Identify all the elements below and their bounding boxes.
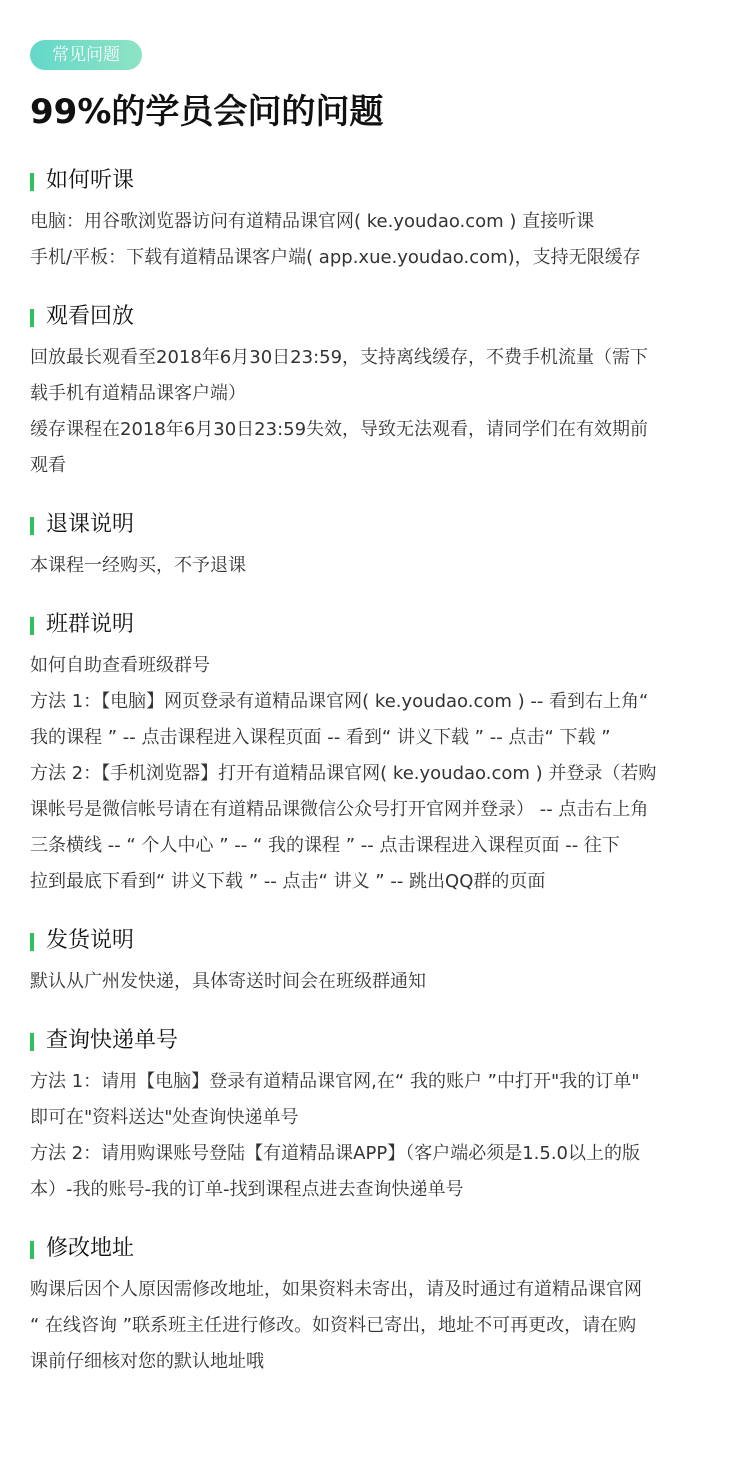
section-text-line: 载手机有道精品课客户端） [30,383,246,404]
section-text-line: 方法 2：【手机浏览器】打开有道精品课官网( ke.youdao.com ) 并登录（若购 [30,763,657,784]
section-text-line: 如何自助查看班级群号 [30,655,210,676]
faq-section [30,610,720,900]
section-heading-text: 修改地址 [46,1236,135,1261]
heading-accent-bar [30,1241,34,1259]
section-text-line: 方法 2：请用购课账号登陆【有道精品课APP】（客户端必须是1.5.0以上的版 [30,1143,640,1164]
section-text-line: 购课后因个人原因需修改地址，如果资料未寄出，请及时通过有道精品课官网 [30,1279,642,1300]
section-text-line: “ 在线咨询 ”联系班主任进行修改。如资料已寄出，地址不可再更改，请在购 [30,1315,637,1336]
section-text-line: 拉到最底下看到“ 讲义下载 ” -- 点击“ 讲义 ” -- 跳出QQ群的页面 [30,871,546,892]
section-text-line: 缓存课程在2018年6月30日23:59失效，导致无法观看，请同学们在有效期前 [30,419,649,440]
section-text-line: 方法 1：请用【电脑】登录有道精品课官网,在“ 我的账户 ”中打开"我的订单" [30,1071,640,1092]
section-heading-text: 发货说明 [46,928,135,953]
faq-section [30,510,720,584]
heading-accent-bar [30,517,34,535]
section-heading [30,302,720,332]
faq-section [30,302,720,484]
section-heading-text: 班群说明 [46,612,135,637]
faq-section [30,166,720,276]
section-heading-text: 如何听课 [46,168,135,193]
faq-sections [30,166,720,1380]
heading-accent-bar [30,173,34,191]
heading-accent-bar [30,309,34,327]
section-text-line: 三条横线 -- “ 个人中心 ” -- “ 我的课程 ” -- 点击课程进入课程页面 -- 往下 [30,835,620,856]
section-heading [30,1234,720,1264]
heading-accent-bar [30,933,34,951]
section-text-line: 本）-我的账号-我的订单-找到课程点进去查询快递单号 [30,1179,464,1200]
section-heading [30,166,720,196]
section-heading-text: 查询快递单号 [46,1028,179,1053]
section-text-line: 我的课程 ” -- 点击课程进入课程页面 -- 看到“ 讲义下载 ” -- 点击“ 下载 ” [30,727,611,748]
section-heading [30,926,720,956]
section-text-line: 观看 [30,455,66,476]
section-heading-text: 退课说明 [46,512,135,537]
section-text-line: 课前仔细核对您的默认地址哦 [30,1351,264,1372]
section-heading [30,610,720,640]
section-text-line: 即可在"资料送达"处查询快递单号 [30,1107,299,1128]
faq-section [30,1026,720,1208]
section-text-line: 课帐号是微信帐号请在有道精品课微信公众号打开官网并登录） -- 点击右上角 [30,799,649,820]
section-heading [30,510,720,540]
section-heading-text: 观看回放 [46,304,135,329]
section-text-line: 回放最长观看至2018年6月30日23:59，支持离线缓存，不费手机流量（需下 [30,347,649,368]
section-text-line: 方法 1：【电脑】网页登录有道精品课官网( ke.youdao.com ) -- 看到右上角“ [30,691,649,712]
section-text-line: 手机/平板：下载有道精品课客户端( app.xue.youdao.com)，支持无限缓存 [30,247,641,268]
section-text-line: 默认从广州发快递，具体寄送时间会在班级群通知 [30,971,426,992]
faq-badge: 常见问题 [30,40,142,70]
section-text-line: 电脑：用谷歌浏览器访问有道精品课官网( ke.youdao.com ) 直接听课 [30,211,595,232]
section-heading [30,1026,720,1056]
faq-section [30,1234,720,1380]
section-text-line: 本课程一经购买，不予退课 [30,555,246,576]
page-title: 99%的学员会问的问题 [30,92,384,132]
heading-accent-bar [30,1033,34,1051]
heading-accent-bar [30,617,34,635]
faq-section [30,926,720,1000]
